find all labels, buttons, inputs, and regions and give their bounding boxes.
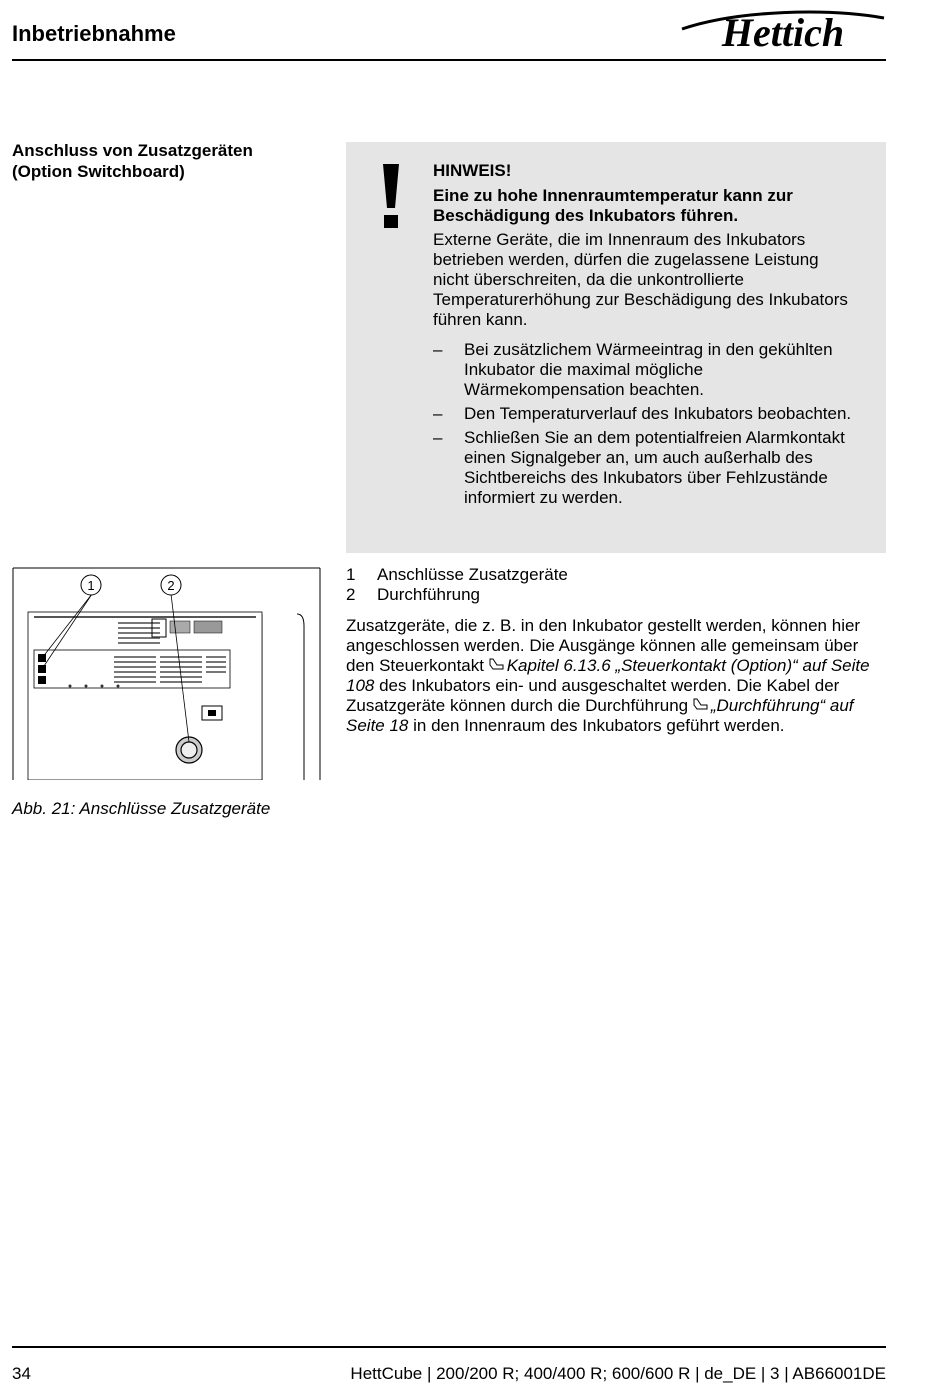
body-paragraph [346,616,886,736]
body-text-part: Zusatzgeräte, die z. B. in den Inkubator gestellt werden, können hier angeschlossen werden. Die Ausgänge können alle gemeinsam über den Steuerkontakt [346,616,861,675]
footer-divider [12,1346,886,1348]
page-number: 34 [12,1364,31,1383]
legend-number: 1 [346,565,356,584]
header-divider [12,59,886,61]
incubator-rear-illustration [12,566,321,780]
notice-list-item [433,404,853,424]
notice-label: HINWEIS! [433,161,512,180]
footer-document-info: HettCube | 200/200 R; 400/400 R; 600/600 R | de_DE | 3 | AB66001DE [350,1364,886,1383]
legend-item [346,565,886,585]
pointing-hand-icon [489,658,505,672]
hettich-logo [678,4,888,54]
cross-reference-link[interactable]: „Durchführung“ auf Seite 18 [346,696,854,735]
section-heading-line1: Anschluss von Zusatzgeräten [12,141,253,160]
notice-box [346,142,886,553]
logo-wordmark: Hettich [721,10,845,54]
notice-list-item [433,340,853,400]
cross-reference-link[interactable]: Kapitel 6.13.6 „Steuerkontakt (Option)“ auf Seite 108 [346,656,870,695]
legend-text: Durchführung [377,585,481,604]
figure-caption: Abb. 21: Anschlüsse Zusatzgeräte [12,799,271,818]
dash-bullet: – [433,428,443,447]
exclamation-icon [380,156,402,228]
section-heading-line2: (Option Switchboard) [12,162,185,181]
dash-bullet: – [433,404,443,423]
legend-item [346,585,886,605]
section-heading [12,140,332,182]
notice-list-item [433,428,853,508]
body-text-part: des Inkubators ein- und ausgeschaltet werden. Die Kabel der Zusatzgeräte können durch die Durchführung [346,676,840,715]
page-header-title: Inbetriebnahme [12,21,176,46]
notice-list-item-text: Bei zusätzlichem Wärmeeintrag in den gekühlten Inkubator die maximal mögliche Wärmekompensation beachten. [464,340,833,399]
notice-text: Externe Geräte, die im Innenraum des Inkubators betrieben werden, dürfen die zugelassene Leistung nicht überschreiten, da die unkontrollierte Temperaturerhöhung zur Beschädigung des Inkubators führen kann. [433,230,848,329]
legend-number: 2 [346,585,356,604]
notice-content [433,161,853,512]
figure-legend [346,565,886,605]
callout-2: 2 [167,578,175,593]
pointing-hand-icon [693,698,709,712]
notice-list-item-text: Schließen Sie an dem potentialfreien Alarmkontakt einen Signalgeber an, um auch außerhalb des Sichtbereichs des Inkubators über Fehlzustände informiert zu werden. [464,428,845,507]
notice-list-item-text: Den Temperaturverlauf des Inkubators beobachten. [464,404,852,423]
callout-1: 1 [87,578,95,593]
legend-text: Anschlüsse Zusatzgeräte [377,565,568,584]
body-text-part: in den Innenraum des Inkubators geführt werden. [408,716,785,735]
dash-bullet: – [433,340,443,359]
notice-list [433,340,853,508]
notice-headline: Eine zu hohe Innenraumtemperatur kann zur Beschädigung des Inkubators führen. [433,186,793,225]
